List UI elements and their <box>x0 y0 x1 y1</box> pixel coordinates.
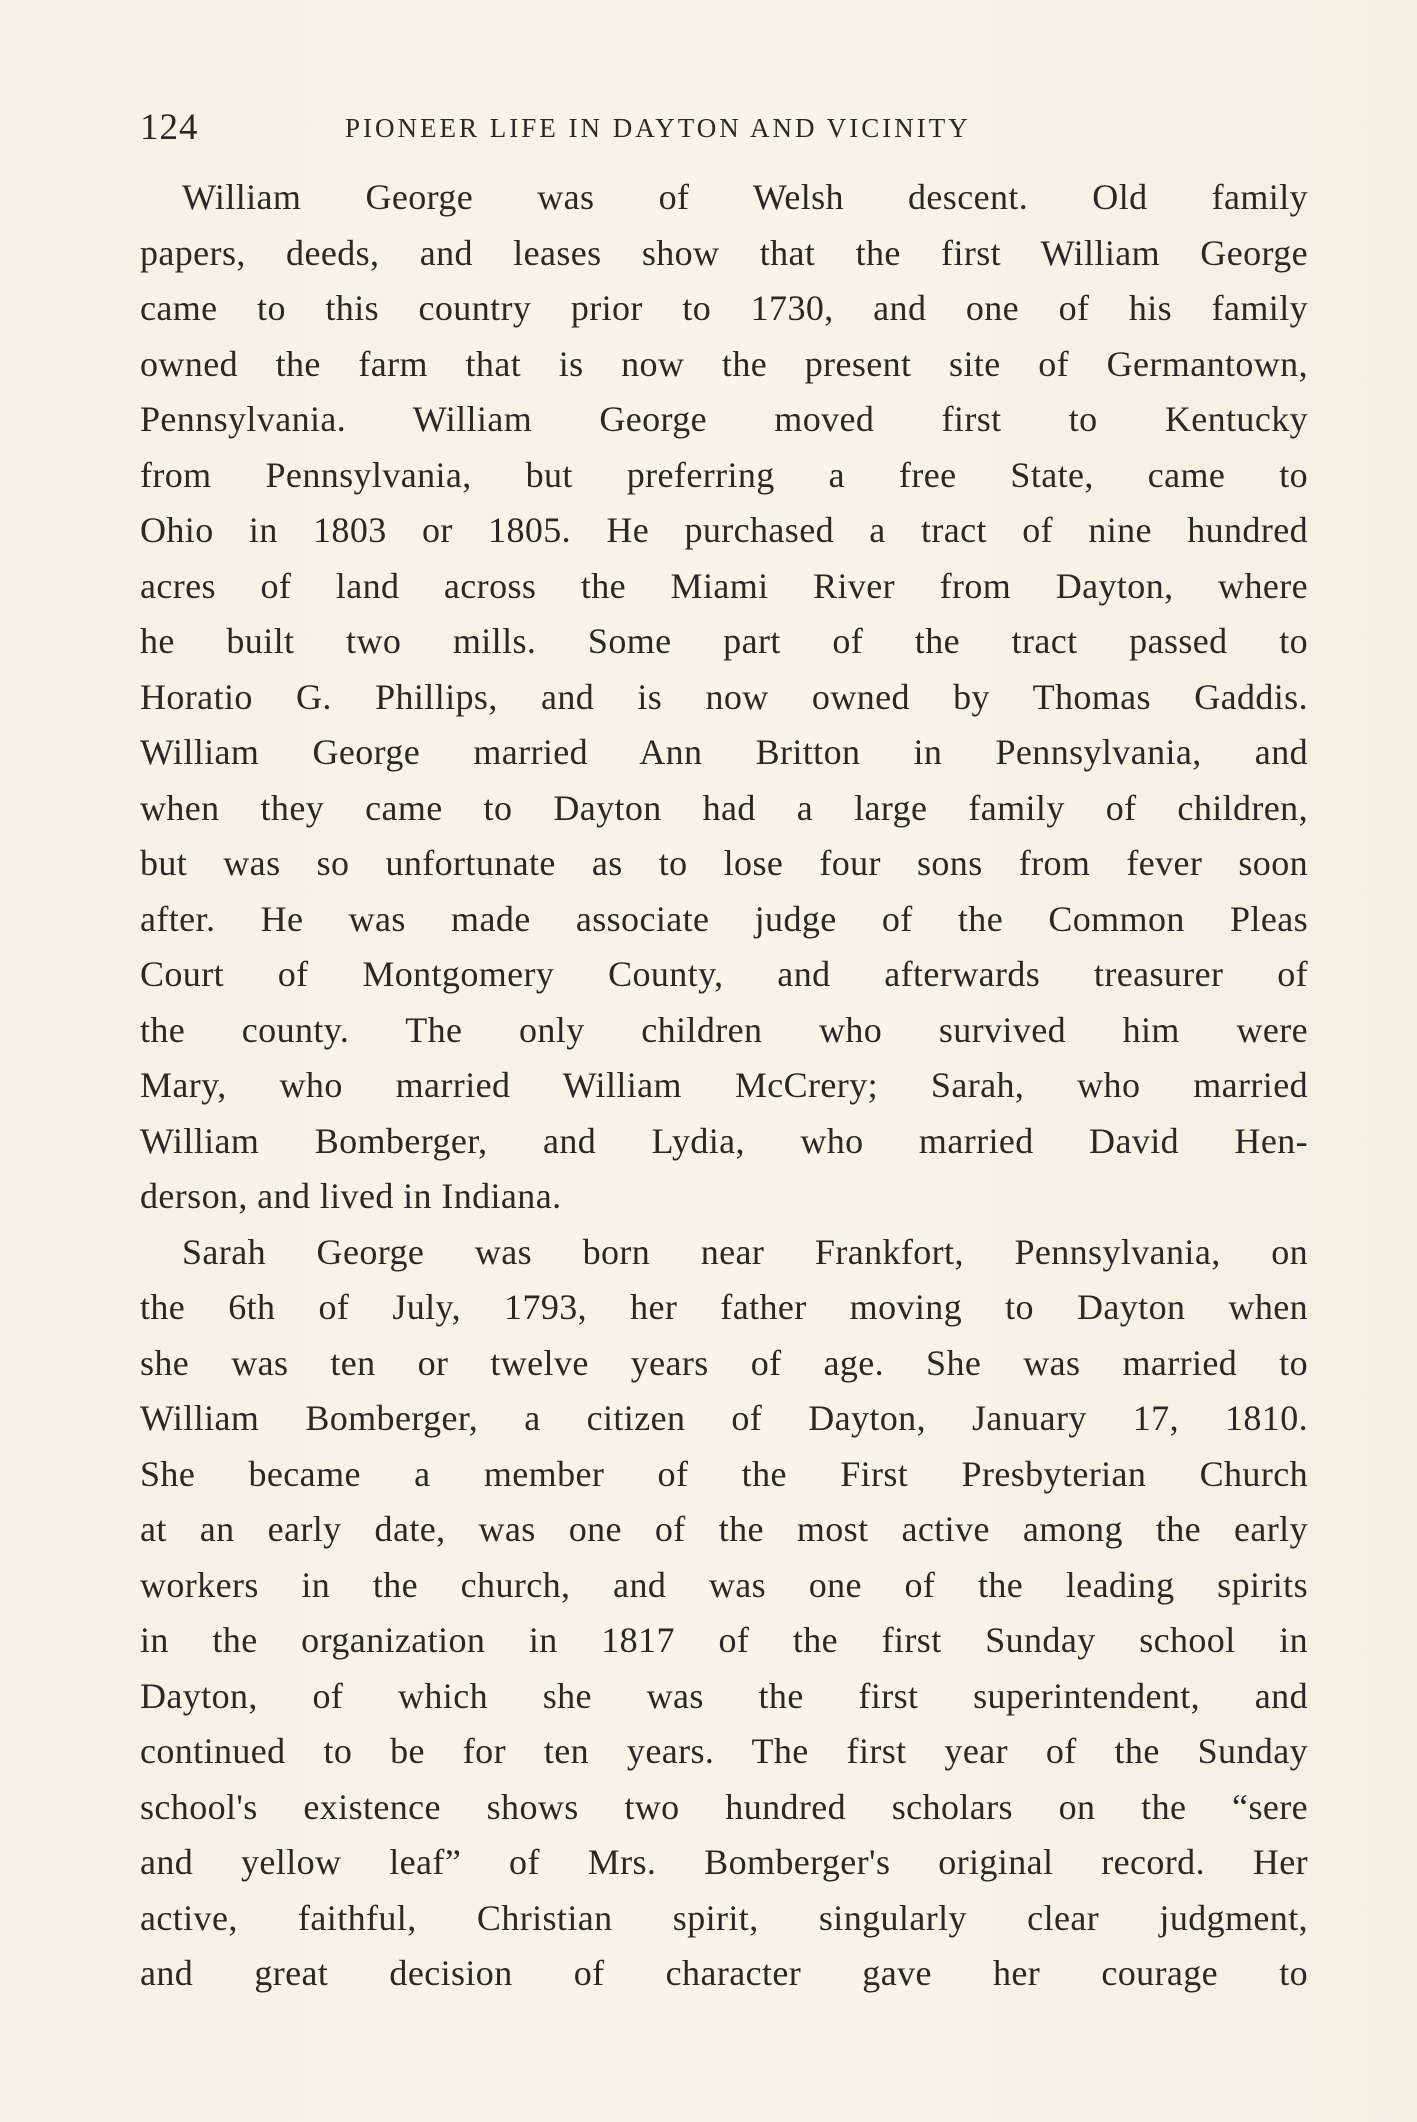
text-line: he built two mills. Some part of the tract passed to <box>140 621 1308 661</box>
text-line: Court of Montgomery County, and afterwards treasurer of <box>140 954 1308 994</box>
text-line: Mary, who married William McCrery; Sarah, who married <box>140 1065 1308 1105</box>
text-line: William Bomberger, a citizen of Dayton, January 17, 1810. <box>140 1398 1308 1438</box>
text-line: papers, deeds, and leases show that the first William George <box>140 232 1308 273</box>
text-line: Sarah George was born near Frankfort, Pennsylvania, on <box>182 1231 1308 1272</box>
page-header <box>140 100 1300 156</box>
text-line: acres of land across the Miami River from Dayton, where <box>140 565 1308 606</box>
text-line: she was ten or twelve years of age. She was married to <box>140 1342 1308 1383</box>
text-line: William George married Ann Britton in Pennsylvania, and <box>140 732 1308 772</box>
text-line: William Bomberger, and Lydia, who married David Hen- <box>140 1120 1308 1161</box>
paragraph-william-george <box>140 170 1308 1225</box>
text-line: owned the farm that is now the present site of Germantown, <box>140 343 1308 384</box>
text-line: from Pennsylvania, but preferring a free State, came to <box>140 454 1308 495</box>
text-line: and great decision of character gave her courage to <box>140 1953 1308 1993</box>
running-title: PIONEER LIFE IN DAYTON AND VICINITY <box>345 113 971 143</box>
paragraph-sarah-george <box>140 1225 1308 2002</box>
text-line: William George was of Welsh descent. Old family <box>182 177 1308 217</box>
text-line: Horatio G. Phillips, and is now owned by Thomas Gaddis. <box>140 676 1308 717</box>
text-line: at an early date, was one of the most active among the early <box>140 1509 1308 1549</box>
text-line: when they came to Dayton had a large family of children, <box>140 787 1308 828</box>
text-line: Dayton, of which she was the first superintendent, and <box>140 1675 1308 1716</box>
body-text <box>140 170 1308 2002</box>
text-line: continued to be for ten years. The first year of the Sunday <box>140 1731 1308 1771</box>
text-line: the 6th of July, 1793, her father moving to Dayton when <box>140 1287 1308 1327</box>
text-line: school's existence shows two hundred scholars on the “sere <box>140 1786 1308 1827</box>
text-line: came to this country prior to 1730, and one of his family <box>140 288 1308 328</box>
text-line: She became a member of the First Presbyterian Church <box>140 1453 1308 1494</box>
text-line: Pennsylvania. William George moved first to Kentucky <box>140 399 1308 439</box>
text-line: and yellow leaf” of Mrs. Bomberger's original record. Her <box>140 1842 1308 1882</box>
text-line: workers in the church, and was one of the leading spirits <box>140 1564 1308 1605</box>
text-line: in the organization in 1817 of the first Sunday school in <box>140 1620 1308 1660</box>
text-line: the county. The only children who survived him were <box>140 1009 1308 1050</box>
text-line: after. He was made associate judge of the Common Pleas <box>140 898 1308 939</box>
text-line: but was so unfortunate as to lose four sons from fever soon <box>140 843 1308 883</box>
text-line: derson, and lived in Indiana. <box>140 1176 562 1216</box>
page-number: 124 <box>140 107 199 148</box>
text-line: Ohio in 1803 or 1805. He purchased a tract of nine hundred <box>140 510 1308 550</box>
text-line: active, faithful, Christian spirit, singularly clear judgment, <box>140 1897 1308 1938</box>
